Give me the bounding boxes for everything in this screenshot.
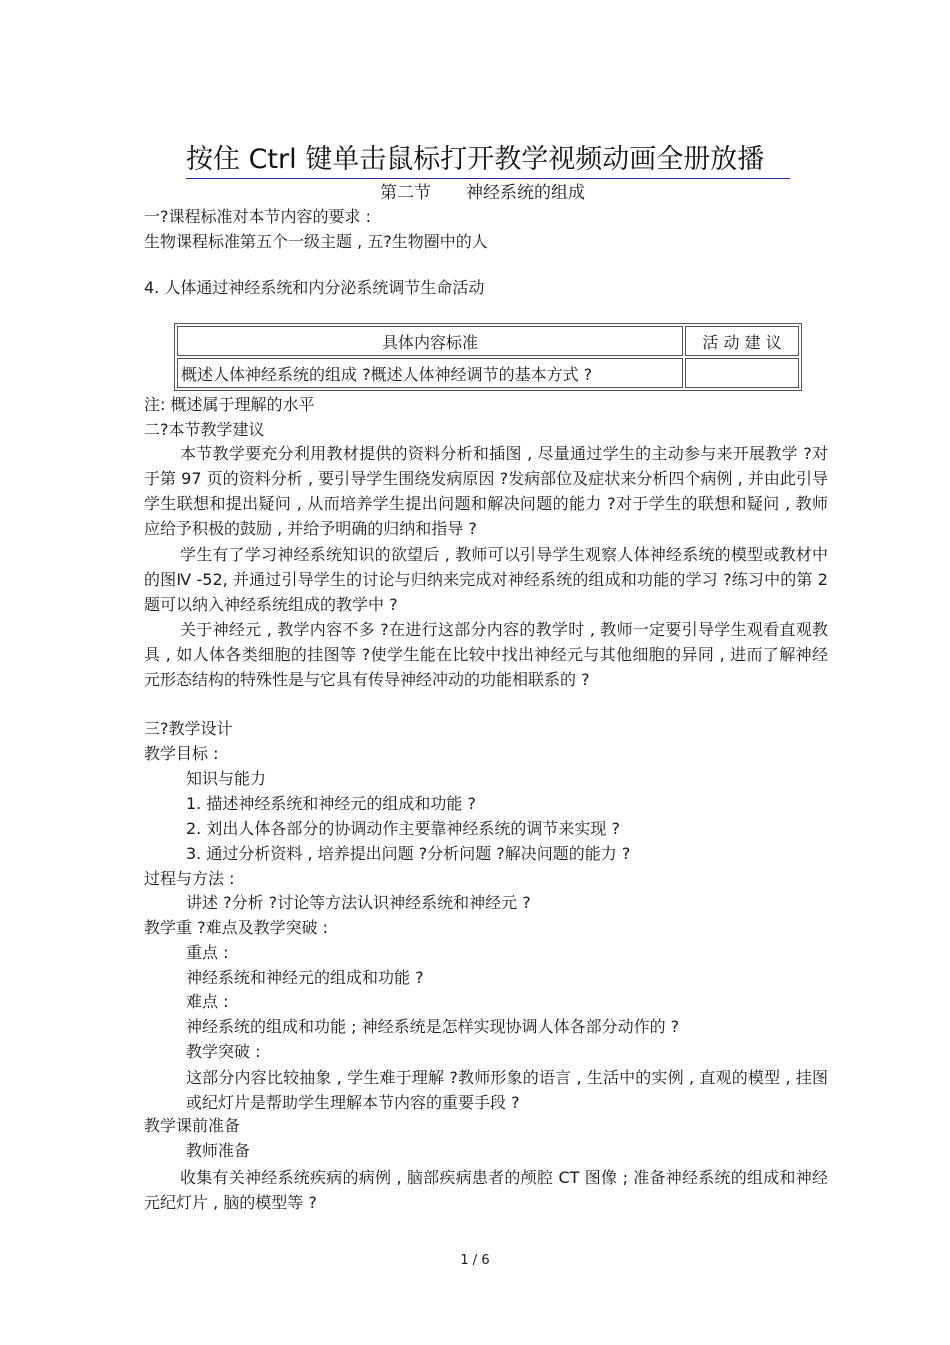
row-activity-suggestion xyxy=(685,358,799,388)
key-points-label: 教学重 ?难点及教学突破 : xyxy=(144,918,329,937)
breakthrough-text: 这部分内容比较抽象 , 学生难于理解 ?教师形象的语言 , 生活中的实例 , 直观的模型 , 挂图或纪灯片是帮助学生理解本节内容的重要手段 ? xyxy=(186,1068,828,1112)
process-label: 过程与方法 : xyxy=(144,869,235,888)
difficulty-label: 难点 : xyxy=(186,992,229,1011)
teacher-prep-text: 收集有关神经系统疾病的病例 , 脑部疾病患者的颅腔 CT 图像 ; 准备神经系统的组成和神经元纪灯片 , 脑的模型等 ? xyxy=(144,1168,828,1212)
difficulty-text: 神经系统的组成和功能 ; 神经系统是怎样实现协调人体各部分动作的 ? xyxy=(186,1017,680,1036)
teacher-prep-label: 教师准备 xyxy=(186,1141,251,1160)
knowledge-label: 知识与能力 xyxy=(186,769,267,788)
knowledge-item-2: 2. 刘出人体各部分的协调动作主要靠神经系统的调节来实现 ? xyxy=(186,819,620,838)
part1-line1: 生物课程标准第五个一级主题 , 五?生物圈中的人 xyxy=(144,232,488,251)
part1-heading: 一?课程标准对本节内容的要求 : xyxy=(144,207,371,226)
suggestion-paragraph-1: 本节教学要充分利用教材提供的资料分析和插图 , 尽量通过学生的主动参与来开展教学 ?对于第 97 页的资料分析 , 要引导学生围绕发病原因 ?发病部位及症状来分析四个病例 , 并由此引导学生联想和提出疑问 , 从而培养学生提出问题和解决问题的能力 ?对于学生的联想和疑问 , 教师应给予积极的鼓励 , 并给予明确的归纳和指导 ? xyxy=(144,444,828,538)
breakthrough-label: 教学突破 : xyxy=(186,1042,261,1061)
row-content-standard: 概述人体神经系统的组成 ?概述人体神经调节的基本方式 ? xyxy=(177,358,683,388)
focus-text: 神经系统和神经元的组成和功能 ? xyxy=(186,968,424,987)
process-text: 讲述 ?分析 ?讨论等方法认识神经系统和神经元 ? xyxy=(186,893,531,912)
part2-heading: 二?本节教学建议 xyxy=(144,420,265,439)
standards-table xyxy=(174,323,802,391)
knowledge-item-1: 1. 描述神经系统和神经元的组成和功能 ? xyxy=(186,794,476,813)
part3-heading: 三?教学设计 xyxy=(144,719,233,738)
header-content-standard: 具体内容标准 xyxy=(177,326,683,356)
suggestion-paragraph-3: 关于神经元 , 教学内容不多 ?在进行这部分内容的教学时 , 教师一定要引导学生观看直观教具 , 如人体各类细胞的挂图等 ?使学生能在比较中找出神经元与其他细胞的异同 , 进而了解神经元形态结构的特殊性是与它具有传导神经冲动的功能相联系的 ? xyxy=(144,620,828,689)
section-name: 神经系统的组成 xyxy=(466,183,585,203)
header-activity-suggestion: 活 动 建 议 xyxy=(685,326,799,356)
prep-label: 教学课前准备 xyxy=(144,1116,241,1135)
part1-line2: 4. 人体通过神经系统和内分泌系统调节生命活动 xyxy=(144,278,485,297)
table-header-row xyxy=(177,326,799,356)
section-number: 第二节 xyxy=(380,183,431,203)
focus-label: 重点 : xyxy=(186,943,229,962)
page-number: 1 / 6 xyxy=(460,1253,490,1268)
knowledge-item-3: 3. 通过分析资料 , 培养提出问题 ?分析问题 ?解决问题的能力 ? xyxy=(186,844,631,863)
table-note: 注: 概述属于理解的水平 xyxy=(144,395,315,414)
suggestion-paragraph-2: 学生有了学习神经系统知识的欲望后 , 教师可以引导学生观察人体神经系统的模型或教材中的图Ⅳ -52, 并通过引导学生的讨论与归纳来完成对神经系统的组成和功能的学习 ?练习中的第 2 题可以纳入神经系统组成的教学中 ? xyxy=(144,545,828,614)
video-link-banner[interactable]: 按住 Ctrl 键单击鼠标打开教学视频动画全册放播 xyxy=(186,142,790,179)
table-row xyxy=(177,358,799,388)
goals-label: 教学目标 : xyxy=(144,744,219,763)
